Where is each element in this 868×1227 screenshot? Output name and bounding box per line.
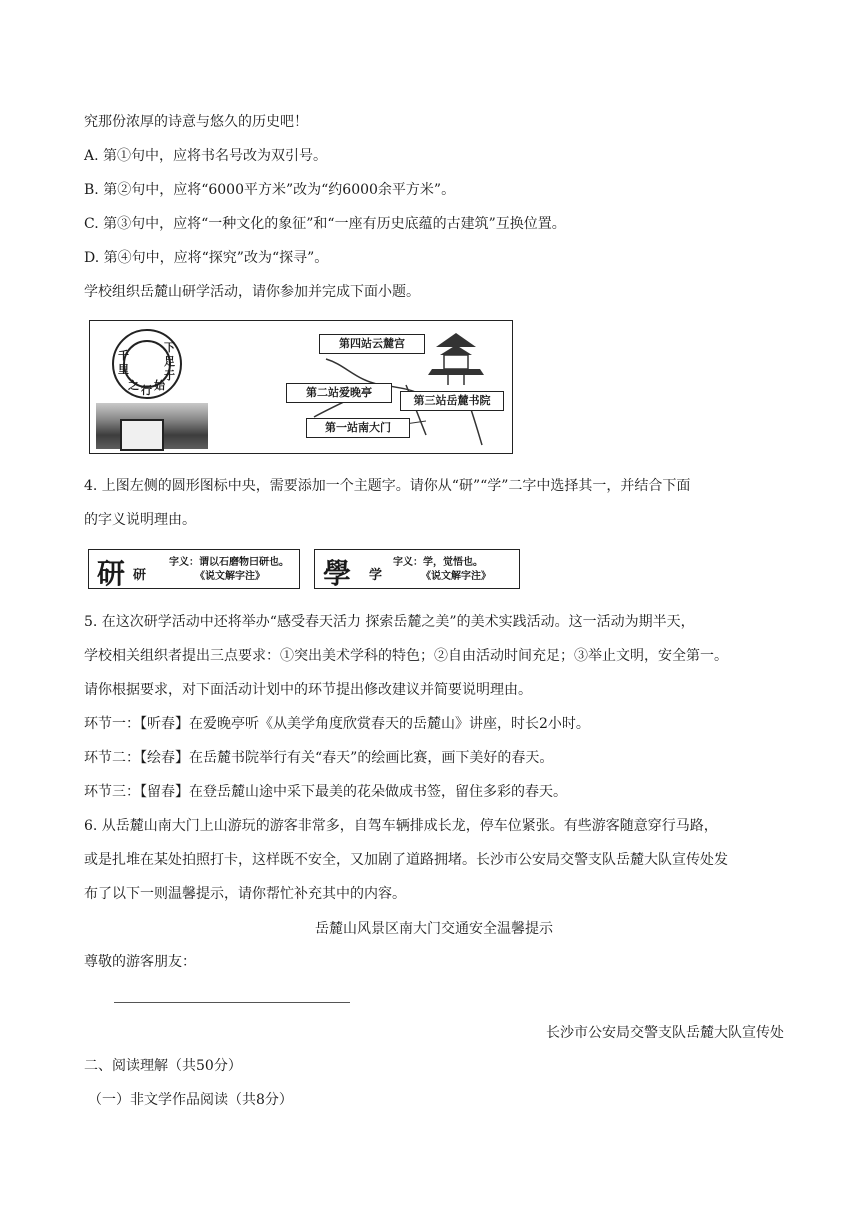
dict-card-yan — [88, 549, 300, 589]
option-c: C. 第③句中，应将“一种文化的象征”和“一座有历史底蕴的古建筑”互换位置。 — [84, 216, 566, 232]
seal-circle-icon — [112, 329, 182, 399]
q4-line-2: 的字义说明理由。 — [84, 512, 196, 528]
section-heading: 二、阅读理解（共50分） — [84, 1058, 242, 1074]
seal-char: 之 — [128, 379, 139, 392]
station-3-label: 第三站岳麓书院 — [400, 391, 504, 411]
gate-photo — [96, 403, 208, 449]
activity-intro: 学校组织岳麓山研学活动，请你参加并完成下面小题。 — [84, 284, 420, 300]
station-1-label: 第一站南大门 — [306, 418, 410, 438]
dict-word: 研 — [133, 568, 147, 583]
option-a: A. 第①句中，应将书名号改为双引号。 — [84, 148, 328, 164]
subsection-heading: （一）非文学作品阅读（共8分） — [88, 1092, 293, 1108]
study-tour-figure — [89, 320, 513, 454]
q5-segment-3: 环节三：【留春】在登岳麓山途中采下最美的花朵做成书签，留住多彩的春天。 — [84, 784, 567, 800]
seal-char: 下 — [164, 341, 175, 354]
dict-source: 《说文解字注》 — [421, 571, 491, 582]
seal-script-xue-icon: 學 — [323, 557, 352, 590]
q5-line-1: 5. 在这次研学活动中还将举办“感受春天活力 探索岳麓之美”的美术实践活动。这一活动为期半天， — [84, 614, 695, 630]
answer-blank-line — [114, 1002, 350, 1003]
q5-segment-2: 环节二：【绘春】在岳麓书院举行有关“春天”的绘画比赛，画下美好的春天。 — [84, 750, 554, 766]
text-line: 究那份浓厚的诗意与悠久的历史吧！ — [84, 114, 308, 130]
q5-line-2: 学校相关组织者提出三点要求：①突出美术学科的特色；②自由活动时间充足；③举止文明，安全第一。 — [84, 648, 728, 664]
pavilion-icon — [428, 333, 484, 385]
seal-char: 行 — [141, 384, 152, 397]
gate-icon — [120, 419, 164, 451]
notice-greeting: 尊敬的游客朋友： — [84, 954, 196, 970]
station-2-label: 第二站爱晚亭 — [286, 383, 392, 403]
option-d: D. 第④句中，应将“探究”改为“探寻”。 — [84, 250, 329, 266]
q4-line-1: 4. 上图左侧的圆形图标中央，需要添加一个主题字。请你从“研”“学”二字中选择其一，并结合下面 — [84, 478, 691, 494]
q5-segment-1: 环节一：【听春】在爱晚亭听《从美学角度欣赏春天的岳麓山》讲座，时长2小时。 — [84, 716, 590, 732]
seal-char: 里 — [118, 363, 129, 376]
dict-source: 《说文解字注》 — [195, 571, 265, 582]
station-4-label: 第四站云麓宫 — [319, 334, 425, 354]
dict-definition: 字义：谓以石磨物曰研也。 — [169, 557, 289, 568]
seal-char: 足 — [164, 355, 175, 368]
q5-line-3: 请你根据要求，对下面活动计划中的环节提出修改建议并简要说明理由。 — [84, 682, 532, 698]
q6-line-1: 6. 从岳麓山南大门上山游玩的游客非常多，自驾车辆排成长龙，停车位紧张。有些游客随意穿行马路， — [84, 818, 718, 834]
q6-line-2: 或是扎堆在某处拍照打卡，这样既不安全，又加剧了道路拥堵。长沙市公安局交警支队岳麓大队宣传处发 — [84, 852, 728, 868]
seal-char: 于 — [164, 369, 175, 382]
dict-definition: 字义：学，觉悟也。 — [393, 557, 483, 568]
seal-char: 千 — [118, 349, 129, 362]
seal-char: 始 — [154, 379, 165, 392]
dict-word: 学 — [369, 568, 383, 583]
seal-script-yan-icon: 研 — [97, 557, 126, 590]
dict-card-xue — [314, 549, 520, 589]
notice-signature: 长沙市公安局交警支队岳麓大队宣传处 — [546, 1025, 784, 1041]
option-b: B. 第②句中，应将“6000平方米”改为“约6000余平方米”。 — [84, 182, 456, 198]
q6-line-3: 布了以下一则温馨提示，请你帮忙补充其中的内容。 — [84, 886, 406, 902]
notice-title: 岳麓山风景区南大门交通安全温馨提示 — [315, 921, 553, 937]
